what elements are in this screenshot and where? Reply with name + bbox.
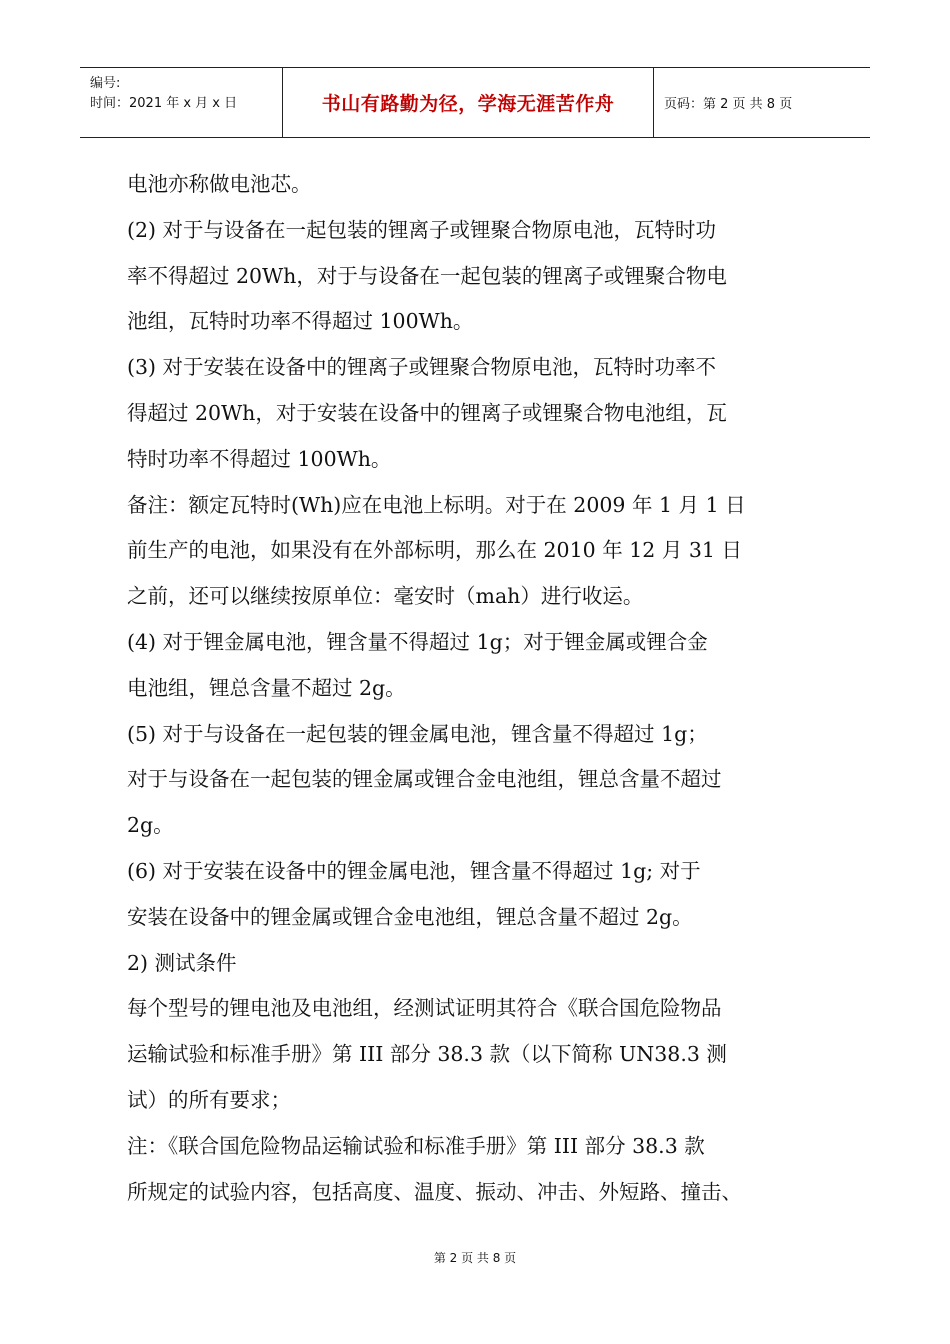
header-page-info: 页码：第 2 页 共 8 页	[664, 97, 793, 112]
body-line: 备注：额定瓦特时(Wh)应在电池上标明。对于在 2009 年 1 月 1 日	[127, 492, 746, 517]
body-line: 池组，瓦特时功率不得超过 100Wh。	[127, 309, 474, 334]
body-line: 之前，还可以继续按原单位：毫安时（mah）进行收运。	[127, 584, 644, 609]
section-heading: 2) 测试条件	[127, 950, 237, 975]
header-meta-cell	[80, 68, 283, 137]
body-line: 安装在设备中的锂金属或锂合金电池组，锂总含量不超过 2g。	[127, 904, 693, 929]
document-date: 时间：2021 年 x 月 x 日	[90, 96, 238, 111]
document-number-label: 编号:	[90, 76, 121, 91]
body-line: 得超过 20Wh，对于安装在设备中的锂离子或锂聚合物电池组，瓦	[127, 400, 727, 425]
page-footer: 第 2 页 共 8 页	[433, 1251, 517, 1265]
body-line: (4) 对于锂金属电池，锂含量不得超过 1g；对于锂金属或锂合金	[127, 629, 708, 654]
body-line: (2) 对于与设备在一起包装的锂离子或锂聚合物原电池，瓦特时功	[127, 217, 717, 242]
body-line: (3) 对于安装在设备中的锂离子或锂聚合物原电池，瓦特时功率不	[127, 355, 717, 380]
document-body	[127, 162, 832, 1215]
body-line: 2g。	[127, 813, 174, 838]
body-line: 前生产的电池，如果没有在外部标明，那么在 2010 年 12 月 31 日	[127, 538, 742, 563]
header-motto: 书山有路勤为径，学海无涯苦作舟	[283, 68, 654, 137]
body-line: 对于与设备在一起包装的锂金属或锂合金电池组，锂总含量不超过	[127, 767, 722, 792]
body-line: 试）的所有要求；	[127, 1087, 291, 1112]
body-line: 电池亦称做电池芯。	[127, 172, 312, 196]
page-header	[80, 67, 870, 138]
body-line: (5) 对于与设备在一起包装的锂金属电池，锂含量不得超过 1g；	[127, 721, 708, 746]
body-line: 每个型号的锂电池及电池组，经测试证明其符合《联合国危险物品	[127, 996, 722, 1021]
body-line: 所规定的试验内容，包括高度、温度、振动、冲击、外短路、撞击、	[127, 1179, 742, 1204]
body-line: 电池组，锂总含量不超过 2g。	[127, 675, 406, 700]
body-line: 率不得超过 20Wh，对于与设备在一起包装的锂离子或锂聚合物电	[127, 263, 727, 288]
body-line: (6) 对于安装在设备中的锂金属电池，锂含量不得超过 1g; 对于	[127, 858, 701, 883]
body-line: 注：《联合国危险物品运输试验和标准手册》第 III 部分 38.3 款	[127, 1133, 705, 1158]
body-line: 运输试验和标准手册》第 III 部分 38.3 款（以下简称 UN38.3 测	[127, 1042, 727, 1067]
body-line: 特时功率不得超过 100Wh。	[127, 446, 392, 471]
